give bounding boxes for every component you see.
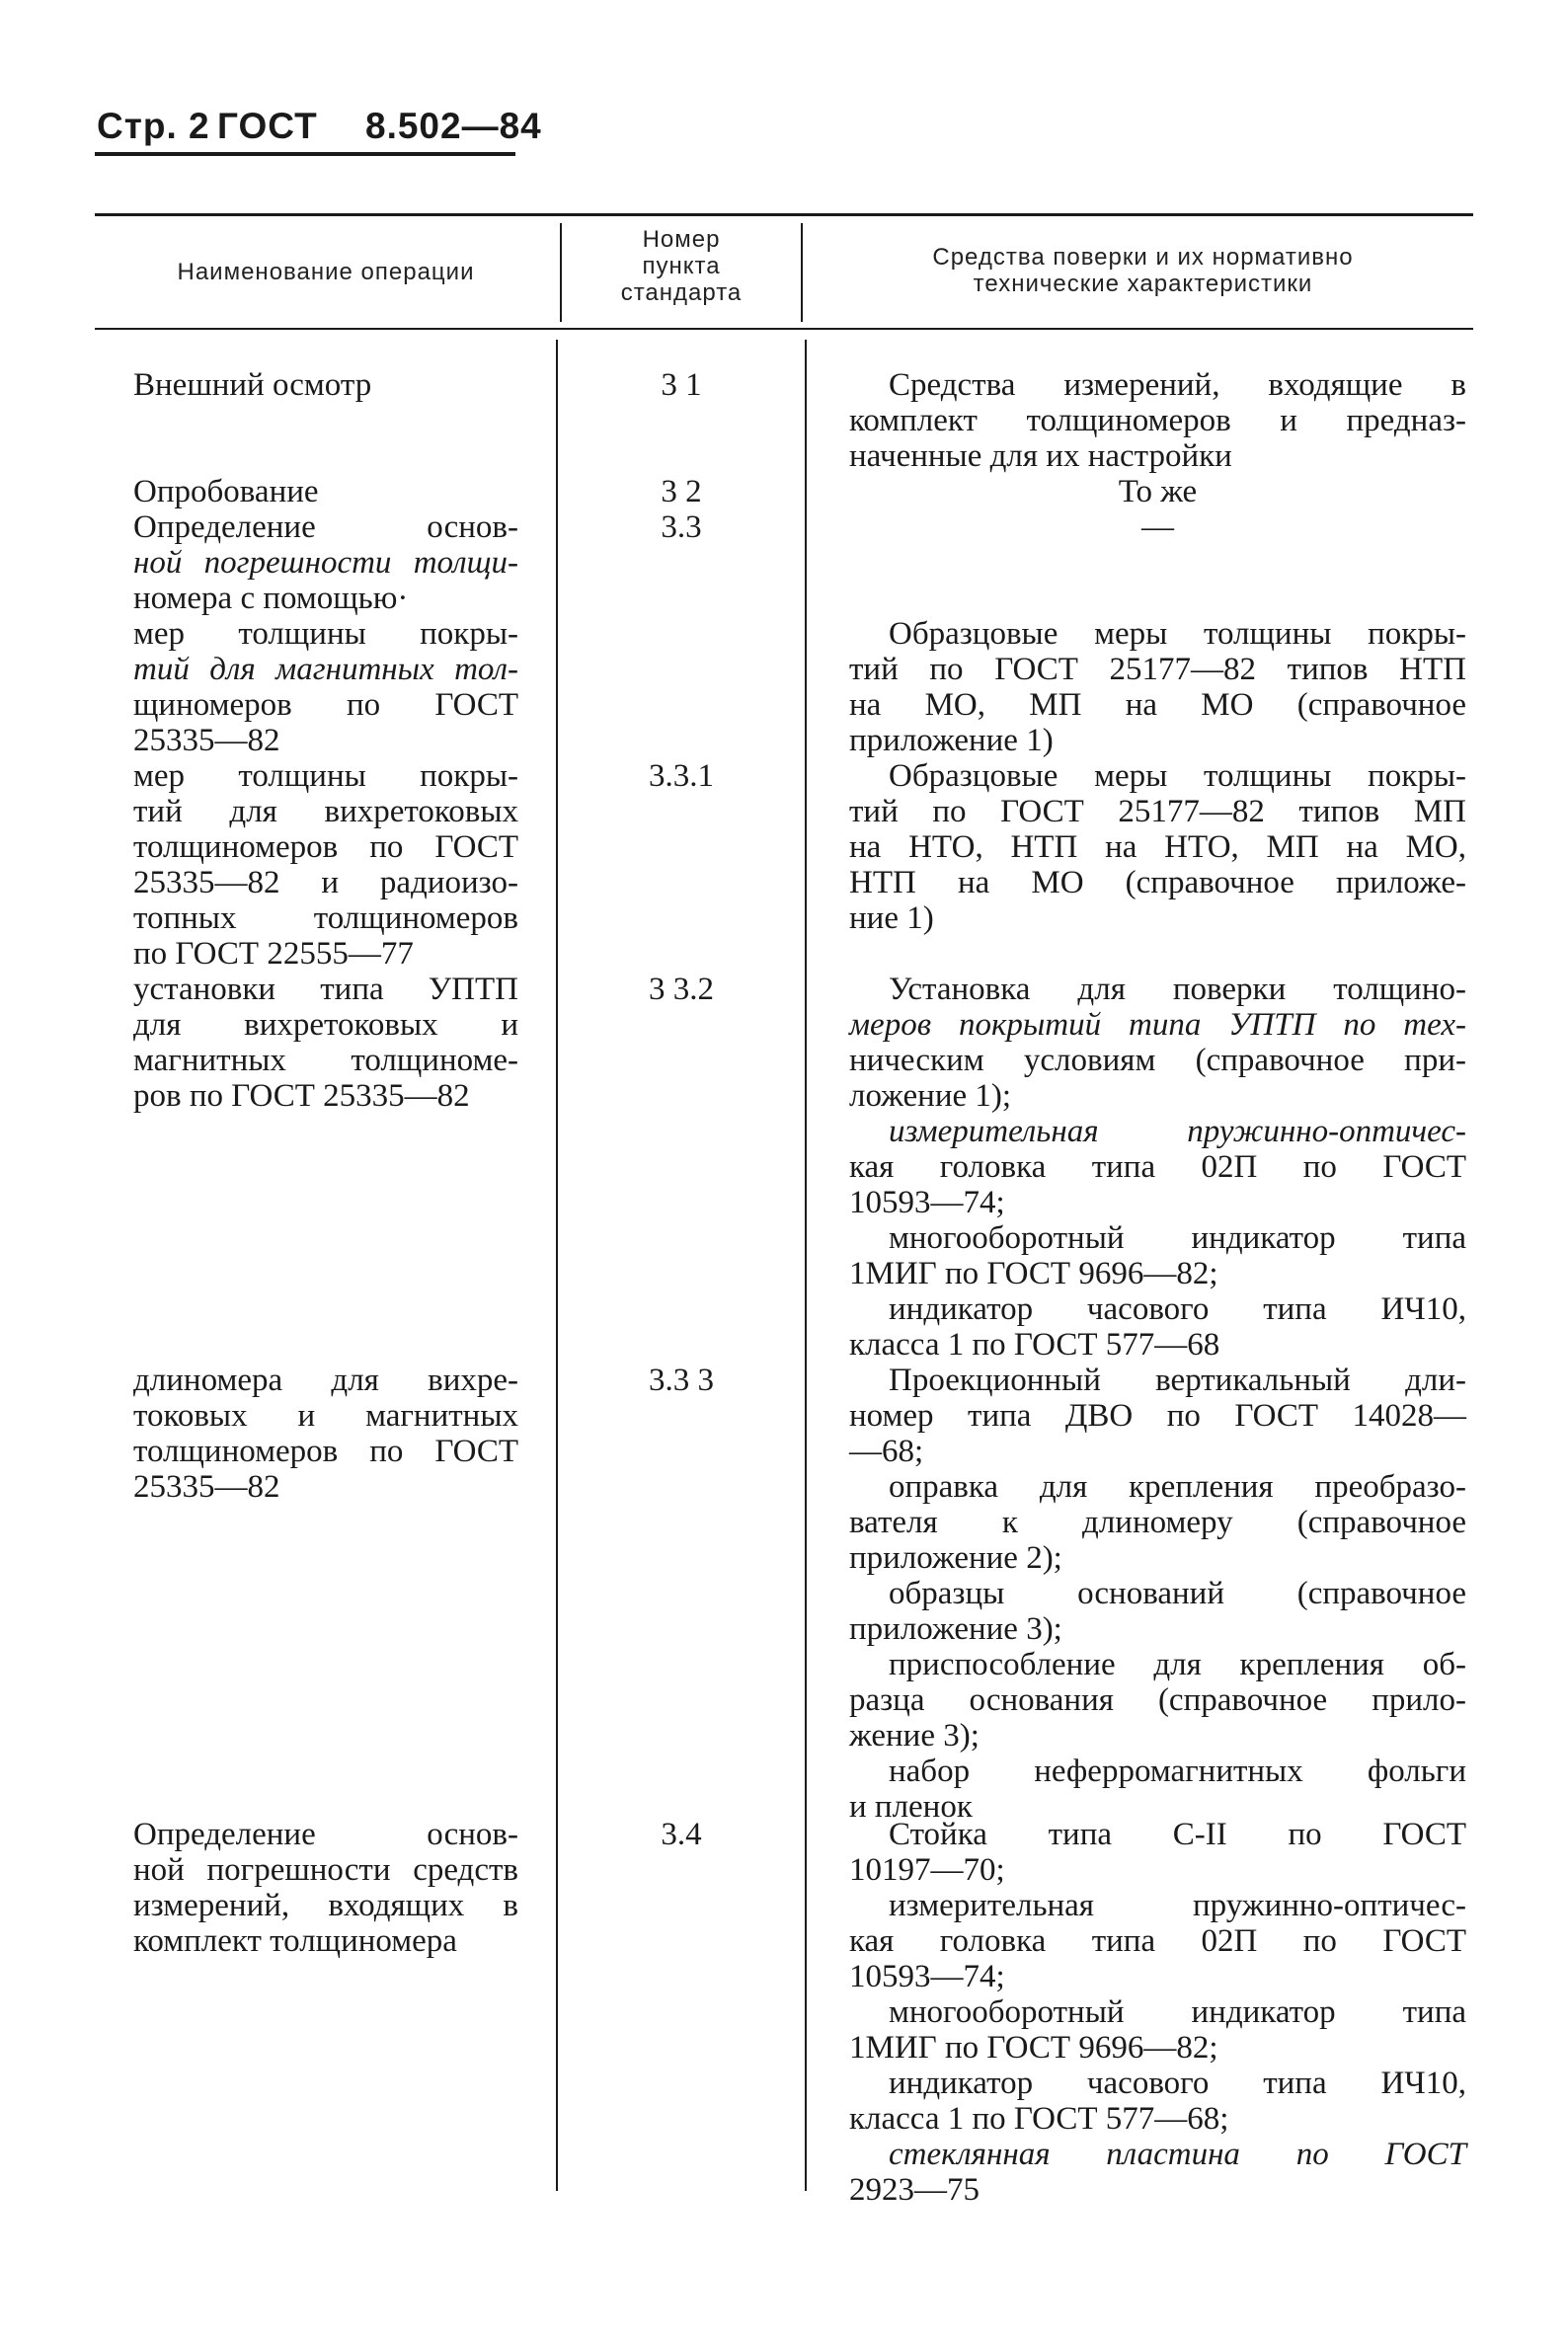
means-line: ническим условиям (справочное при- — [849, 1043, 1466, 1078]
operation-line: Внешний осмотр — [133, 367, 372, 403]
row-6-clause: 3 3.2 — [649, 972, 714, 1007]
means-line: на МО, МП на МО (справочное — [849, 687, 1466, 723]
row-7-clause: 3.3 3 — [649, 1363, 714, 1398]
means-line: кая головка типа 02П по ГОСТ — [849, 1923, 1466, 1959]
row-5-means — [849, 758, 1466, 936]
column-header-means — [815, 244, 1471, 297]
means-line: номер типа ДВО по ГОСТ 14028— — [849, 1398, 1466, 1434]
means-header-line: Средства поверки и их нормативно — [932, 244, 1354, 271]
standard-number: 8.502—84 — [365, 106, 542, 146]
header-divider-1 — [560, 223, 562, 322]
means-line: Установка для поверки толщино- — [889, 972, 1466, 1007]
operation-line: измерений, входящих в — [133, 1888, 518, 1923]
column-header-operation: Наименование операции — [177, 259, 475, 285]
means-line: 10593—74; — [849, 1185, 1005, 1220]
means-line: комплект толщиномеров и предназ- — [849, 403, 1466, 438]
means-line: образцы оснований (справочное — [889, 1576, 1466, 1611]
row-8-operation — [133, 1817, 518, 1959]
means-line: тий по ГОСТ 25177—82 типов НТП — [849, 652, 1466, 687]
row-8-clause: 3.4 — [661, 1817, 702, 1852]
operation-line: толщиномеров по ГОСТ — [133, 1434, 518, 1469]
means-line: приспособление для крепления об- — [889, 1647, 1466, 1682]
means-line: многооборотный индикатор типа — [889, 1220, 1466, 1256]
table-top-rule — [95, 213, 1473, 216]
operation-line: мер толщины покры- — [133, 758, 518, 794]
operation-line: 25335—82 — [133, 1469, 280, 1505]
header-underline — [95, 152, 515, 156]
operation-line: Опробование — [133, 474, 319, 509]
means-header-line: технические характеристики — [973, 271, 1313, 297]
row-5-operation — [133, 758, 518, 972]
means-line: ложение 1); — [849, 1078, 1012, 1114]
row-1-clause: 3 1 — [661, 367, 702, 403]
means-line: индикатор часового типа ИЧ10, — [889, 2066, 1466, 2101]
means-line: 1МИГ по ГОСТ 9696—82; — [849, 2030, 1218, 2066]
means-line: жение 3); — [849, 1718, 980, 1754]
means-line: и пленок — [849, 1789, 973, 1825]
table-header-rule — [95, 328, 1473, 330]
means-line: ние 1) — [849, 900, 934, 936]
means-line: НТП на МО (справочное приложе- — [849, 865, 1466, 900]
row-6-operation — [133, 972, 518, 1114]
operation-line: топных толщиномеров — [133, 900, 518, 936]
row-6-means — [849, 972, 1466, 1363]
means-line: класса 1 по ГОСТ 577—68 — [849, 1327, 1220, 1363]
row-2-operation — [133, 474, 543, 509]
operation-line: ной погрешности средств — [133, 1852, 518, 1888]
page-number: Стр. 2 — [97, 106, 210, 146]
row-7-operation — [133, 1363, 518, 1505]
means-line: наченные для их настройки — [849, 438, 1232, 474]
means-line: индикатор часового типа ИЧ10, — [889, 1291, 1466, 1327]
means-line: Проекционный вертикальный дли- — [889, 1363, 1466, 1398]
operation-line: мер толщины покры- — [133, 616, 518, 652]
means-line: разца основания (справочное прило- — [849, 1682, 1466, 1718]
operation-line: установки типа УПТП — [133, 972, 518, 1007]
operation-line: ров по ГОСТ 25335—82 — [133, 1078, 470, 1114]
row-2-means: То же — [1118, 474, 1198, 509]
operation-line: тий для вихретоковых — [133, 794, 518, 829]
operation-line: 25335—82 и радиоизо- — [133, 865, 518, 900]
means-line: 2923—75 — [849, 2172, 980, 2208]
row-5-clause: 3.3.1 — [649, 758, 714, 794]
means-line: 10593—74; — [849, 1959, 1005, 1994]
means-line: набор неферромагнитных фольги — [889, 1754, 1466, 1789]
means-line: Образцовые меры толщины покры- — [889, 616, 1466, 652]
row-3-means: — — [1141, 509, 1174, 545]
means-line: приложение 1) — [849, 723, 1054, 758]
operation-line: щиномеров по ГОСТ — [133, 687, 518, 723]
operation-line: 25335—82 — [133, 723, 280, 758]
operation-line: магнитных толщиноме- — [133, 1043, 518, 1078]
operation-line: комплект толщиномера — [133, 1923, 457, 1959]
row-7-means — [849, 1363, 1466, 1825]
means-line: кая головка типа 02П по ГОСТ — [849, 1149, 1466, 1185]
row-2-clause: 3 2 — [661, 474, 702, 509]
clause-header-line: Номер — [642, 226, 721, 253]
means-line: измерительная пружинно-оптичес- — [889, 1114, 1466, 1149]
means-line: тий по ГОСТ 25177—82 типов МП — [849, 794, 1466, 829]
operation-line: для вихретоковых и — [133, 1007, 518, 1043]
means-line: вателя к длиномеру (справочное — [849, 1505, 1466, 1540]
operation-line: длиномера для вихре- — [133, 1363, 518, 1398]
means-line: приложение 3); — [849, 1611, 1062, 1647]
row-4-means — [849, 616, 1466, 758]
row-8-means — [849, 1817, 1466, 2208]
row-3-clause: 3.3 — [661, 509, 702, 545]
means-line: класса 1 по ГОСТ 577—68; — [849, 2101, 1229, 2137]
body-divider-1 — [556, 340, 558, 2191]
body-divider-2 — [805, 340, 807, 2191]
means-line: Стойка типа С-II по ГОСТ — [889, 1817, 1466, 1852]
column-header-clause — [568, 226, 795, 306]
row-1-operation — [133, 367, 543, 403]
means-line: измерительная пружинно-оптичес- — [889, 1888, 1466, 1923]
means-line: приложение 2); — [849, 1540, 1062, 1576]
row-4-operation — [133, 616, 518, 758]
operation-line: Определение основ- — [133, 1817, 518, 1852]
operation-line: токовых и магнитных — [133, 1398, 518, 1434]
means-line: 10197—70; — [849, 1852, 1005, 1888]
clause-header-line: пункта — [642, 253, 721, 279]
means-line: Средства измерений, входящие в — [889, 367, 1466, 403]
header-divider-2 — [801, 223, 803, 322]
operation-line: толщиномеров по ГОСТ — [133, 829, 518, 865]
gost-label: ГОСТ — [217, 106, 318, 146]
means-line: на НТО, НТП на НТО, МП на МО, — [849, 829, 1466, 865]
means-line: стеклянная пластина по ГОСТ — [889, 2137, 1466, 2172]
operation-line: по ГОСТ 22555—77 — [133, 936, 414, 972]
means-line: оправка для крепления преобразо- — [889, 1469, 1466, 1505]
operation-line: тий для магнитных тол- — [133, 652, 518, 687]
row-1-means — [849, 367, 1466, 474]
means-line: Образцовые меры толщины покры- — [889, 758, 1466, 794]
means-line: меров покрытий типа УПТП по тех- — [849, 1007, 1466, 1043]
operation-line: номера с помощью· — [133, 581, 409, 616]
operation-line: Определение основ- — [133, 509, 518, 545]
means-line: 1МИГ по ГОСТ 9696—82; — [849, 1256, 1218, 1291]
means-line: —68; — [849, 1434, 924, 1469]
row-3-operation — [133, 509, 518, 616]
means-line: многооборотный индикатор типа — [889, 1994, 1466, 2030]
clause-header-line: стандарта — [620, 279, 743, 306]
operation-line: ной погрешности толщи- — [133, 545, 518, 581]
